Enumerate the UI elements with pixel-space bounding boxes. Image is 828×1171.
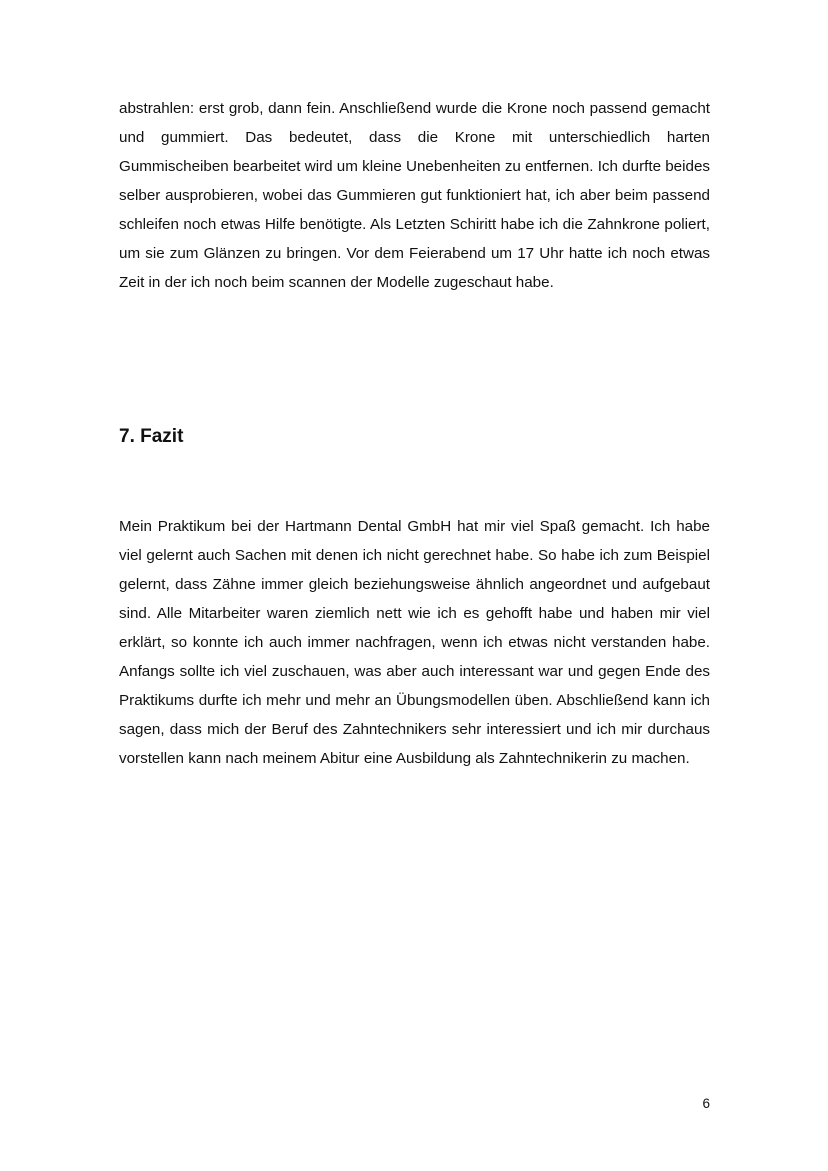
body-paragraph: abstrahlen: erst grob, dann fein. Anschließend wurde die Krone noch passend gemacht und gummiert. Das bedeutet, dass die Krone mit unterschiedlich harten Gummischeiben bearbeitet wird um kleine Unebenheiten zu entfernen. Ich durfte beides selber ausprobieren, wobei das Gummieren gut funktioniert hat, ich aber beim passend schleifen noch etwas Hilfe benötigte. Als Letzten Schiritt habe ich die Zahnkrone poliert, um sie zum Glänzen zu bringen. Vor dem Feierabend um 17 Uhr hatte ich noch etwas Zeit in der ich noch beim scannen der Modelle zugeschaut habe. bbox=[119, 100, 710, 291]
section-heading: 7. Fazit bbox=[119, 426, 184, 447]
conclusion-paragraph: Mein Praktikum bei der Hartmann Dental GmbH hat mir viel Spaß gemacht. Ich habe viel gelernt auch Sachen mit denen ich nicht gerechnet habe. So habe ich zum Beispiel gelernt, dass Zähne immer gleich beziehungsweise ähnlich angeordnet und aufgebaut sind. Alle Mitarbeiter waren ziemlich nett wie ich es gehofft habe und haben mir viel erklärt, so konnte ich auch immer nachfragen, wenn ich etwas nicht verstanden habe. Anfangs sollte ich viel zuschauen, was aber auch interessant war und gegen Ende des Praktikums durfte ich mehr und mehr an Übungsmodellen üben. Abschließend kann ich sagen, dass mich der Beruf des Zahntechnikers sehr interessiert und ich mir durchaus vorstellen kann nach meinem Abitur eine Ausbildung als Zahntechnikerin zu machen. bbox=[119, 518, 710, 767]
page-number: 6 bbox=[702, 1096, 710, 1111]
